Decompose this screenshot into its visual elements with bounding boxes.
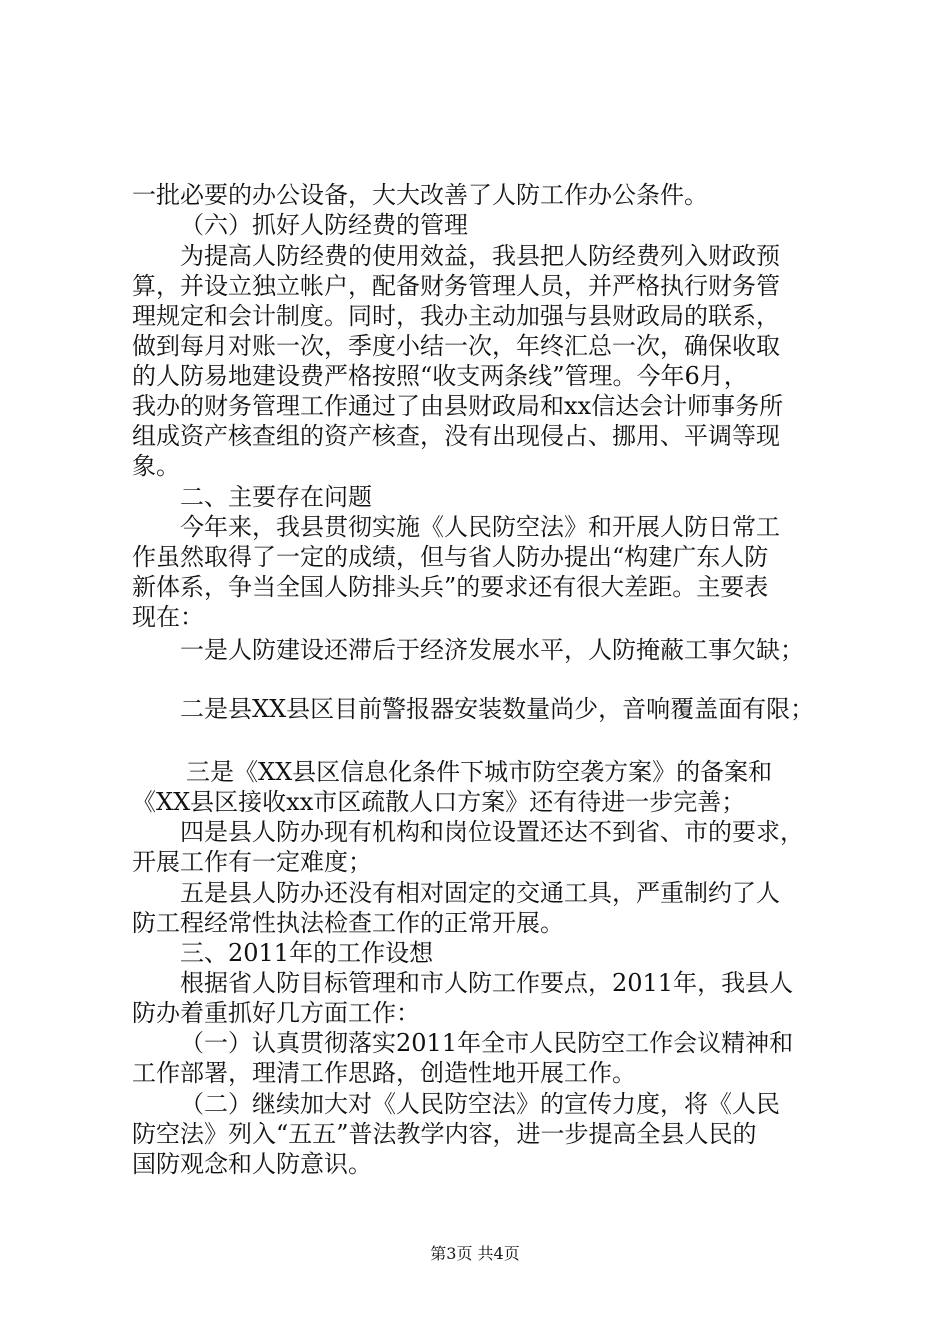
text-line: 现在： [132, 603, 204, 631]
text-line: 做到每月对账一次，季度小结一次，年终汇总一次，确保收取 [132, 332, 780, 360]
text-line: 根据省人防目标管理和市人防工作要点，2011年，我县人 [180, 969, 794, 997]
text-line: 工作部署，理清工作思路，创造性地开展工作。 [132, 1059, 636, 1087]
section-heading: 二、主要存在问题 [180, 483, 372, 511]
text-line: 组成资产核查组的资产核查，没有出现侵占、挪用、平调等现 [132, 422, 780, 450]
text-line: 四是县人防办现有机构和岗位设置还达不到省、市的要求， [180, 818, 804, 846]
text-line: 理规定和会计制度。同时，我办主动加强与县财政局的联系， [132, 302, 780, 330]
text-line: 防空法》列入“五五”普法教学内容，进一步提高全县人民的 [132, 1120, 757, 1148]
text-line: 二是县XX县区目前警报器安装数量尚少，音响覆盖面有限； [180, 695, 815, 723]
text-line: 象。 [132, 452, 180, 480]
text-line: 开展工作有一定难度； [132, 848, 372, 876]
text-line: 防办着重抓好几方面工作： [132, 999, 420, 1027]
text-line: 作虽然取得了一定的成绩，但与省人防办提出“构建广东人防 [132, 543, 769, 571]
text-line: 的人防易地建设费严格按照“收支两条线”管理。今年6月， [132, 362, 748, 390]
text-line: 新体系，争当全国人防排头兵”的要求还有很大差距。主要表 [132, 573, 769, 601]
text-line: 《XX县区接收xx市区疏散人口方案》还有待进一步完善； [132, 788, 746, 816]
text-line: 一批必要的办公设备，大大改善了人防工作办公条件。 [132, 181, 708, 209]
section-heading: （六）抓好人防经费的管理 [180, 211, 468, 239]
text-line: （一）认真贯彻落实2011年全市人民防空工作会议精神和 [180, 1029, 794, 1057]
text-line: 今年来，我县贯彻实施《人民防空法》和开展人防日常工 [180, 513, 780, 541]
text-line: 算，并设立独立帐户，配备财务管理人员，并严格执行财务管 [132, 272, 780, 300]
text-line: 三是《XX县区信息化条件下城市防空袭方案》的备案和 [186, 758, 773, 786]
text-line: 为提高人防经费的使用效益，我县把人防经费列入财政预 [180, 242, 780, 270]
text-line: 我办的财务管理工作通过了由县财政局和xx信达会计师事务所 [132, 392, 784, 420]
text-line: 五是县人防办还没有相对固定的交通工具，严重制约了人 [180, 879, 780, 907]
text-line: 国防观念和人防意识。 [132, 1150, 372, 1178]
text-line: 防工程经常性执法检查工作的正常开展。 [132, 909, 564, 937]
page-number: 第3页 共4页 [430, 1244, 520, 1263]
section-heading: 三、2011年的工作设想 [180, 939, 434, 967]
text-line: （二）继续加大对《人民防空法》的宣传力度，将《人民 [180, 1090, 780, 1118]
text-line: 一是人防建设还滞后于经济发展水平，人防掩蔽工事欠缺； [180, 636, 804, 664]
